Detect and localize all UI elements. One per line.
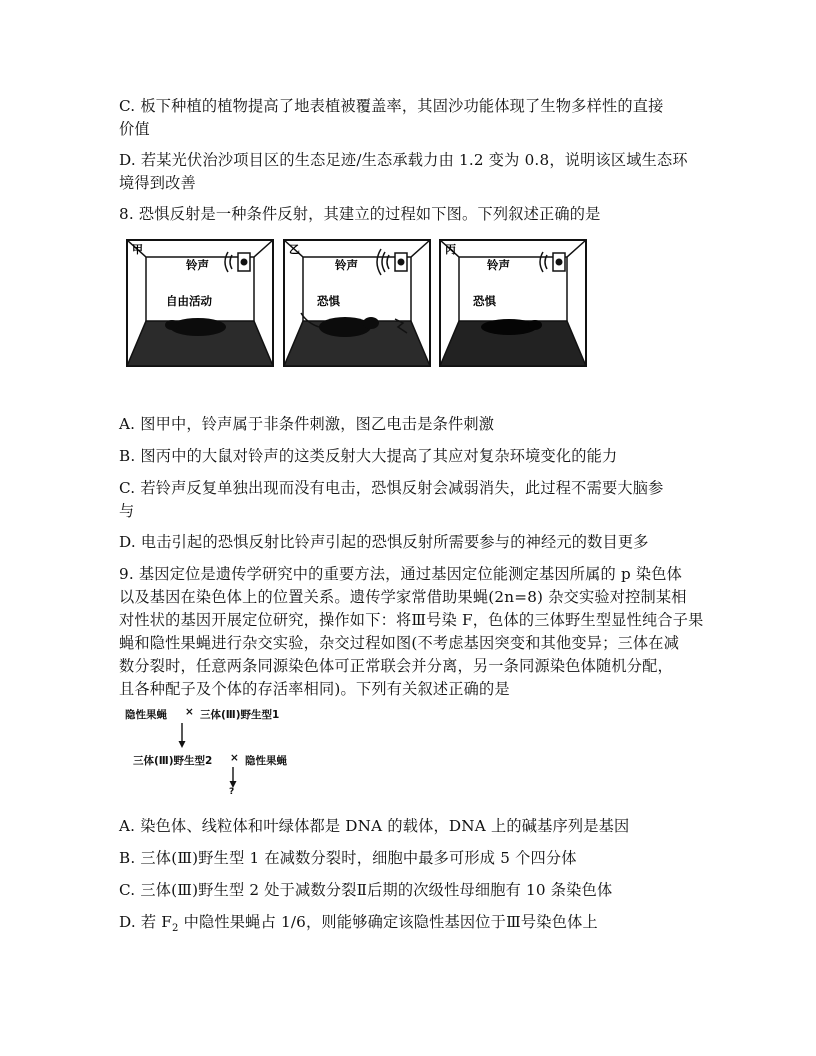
- question-8-option-d: D. 电击引起的恐惧反射比铃声引起的恐惧反射所需要参与的神经元的数目更多: [119, 533, 649, 551]
- question-9-stem-line1: 9. 基因定位是遗传学研究中的重要方法，通过基因定位能测定基因所属的 p 染色体: [119, 565, 683, 583]
- state-label-jia: 自由活动: [166, 294, 212, 308]
- question-9-option-c: C. 三体(Ⅲ)野生型 2 处于减数分裂Ⅱ后期的次级性母细胞有 10 条染色体: [119, 881, 613, 899]
- cross-p-left: 隐性果蝇: [125, 709, 167, 721]
- box-illustration-jia: [126, 239, 274, 367]
- question-8-option-c-line2: 与: [119, 502, 135, 520]
- question-9-stem-line6: 且各种配子及个体的存活率相同)。下列有关叙述正确的是: [119, 680, 510, 698]
- panel-bing: [439, 239, 587, 367]
- panel-tag-yi: 乙: [289, 243, 300, 256]
- down-arrow-icon: [177, 723, 187, 749]
- question-9-option-b: B. 三体(Ⅲ)野生型 1 在减数分裂时，细胞中最多可形成 5 个四分体: [119, 849, 577, 867]
- question-9-option-a: A. 染色体、线粒体和叶绿体都是 DNA 的载体，DNA 上的碱基序列是基因: [119, 817, 630, 835]
- question-8-option-b: B. 图丙中的大鼠对铃声的这类反射大大提高了其应对复杂环境变化的能力: [119, 447, 618, 465]
- panel-tag-bing: 丙: [445, 243, 456, 256]
- option-7c-line1: C. 板下种植的植物提高了地表植被覆盖率，其固沙功能体现了生物多样性的直接: [119, 97, 664, 115]
- option-7d-line1: D. 若某光伏治沙项目区的生态足迹/生态承载力由 1.2 变为 0.8，说明该区域生态环: [119, 151, 688, 169]
- cross-f1-right: 隐性果蝇: [245, 755, 287, 767]
- panel-tag-jia: 甲: [132, 243, 143, 256]
- bell-label-jia: 铃声: [186, 258, 209, 272]
- box-illustration-yi: [283, 239, 431, 367]
- cross-times-1: ×: [185, 706, 194, 718]
- panel-yi: [283, 239, 431, 367]
- bell-label-yi: 铃声: [335, 258, 358, 272]
- cross-times-2: ×: [230, 752, 239, 764]
- state-label-bing: 恐惧: [473, 294, 496, 308]
- question-9-stem-line5: 数分裂时，任意两条同源染色体可正常联会并分离，另一条同源染色体随机分配，: [119, 657, 673, 675]
- option-7c-line2: 价值: [119, 120, 150, 138]
- bell-label-bing: 铃声: [487, 258, 510, 272]
- option-7d-line2: 境得到改善: [119, 174, 196, 192]
- cross-result: ?: [229, 787, 235, 797]
- question-8-option-a: A. 图甲中，铃声属于非条件刺激，图乙电击是条件刺激: [119, 415, 495, 433]
- option-d-subscript: 2: [172, 923, 179, 935]
- question-8-option-c-line1: C. 若铃声反复单独出现而没有电击，恐惧反射会减弱消失，此过程不需要大脑参: [119, 479, 664, 497]
- question-8-stem: 8. 恐惧反射是一种条件反射，其建立的过程如下图。下列叙述正确的是: [119, 205, 601, 223]
- panel-jia: [126, 239, 274, 367]
- question-9-option-d: [119, 910, 699, 941]
- cross-p-right: 三体(Ⅲ)野生型1: [200, 709, 280, 721]
- cross-diagram: [119, 703, 359, 799]
- option-d-rest: 中隐性果蝇占 1/6，则能够确定该隐性基因位于Ⅲ号染色体上: [178, 913, 598, 931]
- cross-f1-left: 三体(Ⅲ)野生型2: [133, 755, 213, 767]
- state-label-yi: 恐惧: [317, 294, 340, 308]
- fear-conditioning-figure: [126, 239, 586, 369]
- question-9-stem-line3: 对性状的基因开展定位研究，操作如下：将Ⅲ号染 F，色体的三体野生型显性纯合子果: [119, 611, 704, 629]
- question-9-stem-line4: 蝇和隐性果蝇进行杂交实验，杂交过程如图(不考虑基因突变和其他变异；三体在减: [119, 634, 680, 652]
- question-9-stem-line2: 以及基因在染色体上的位置关系。遗传学家常借助果蝇(2n=8) 杂交实验对控制某相: [119, 588, 687, 606]
- option-d-prefix: D. 若 F: [119, 913, 173, 931]
- box-illustration-bing: [439, 239, 587, 367]
- down-arrow-icon: [228, 767, 238, 789]
